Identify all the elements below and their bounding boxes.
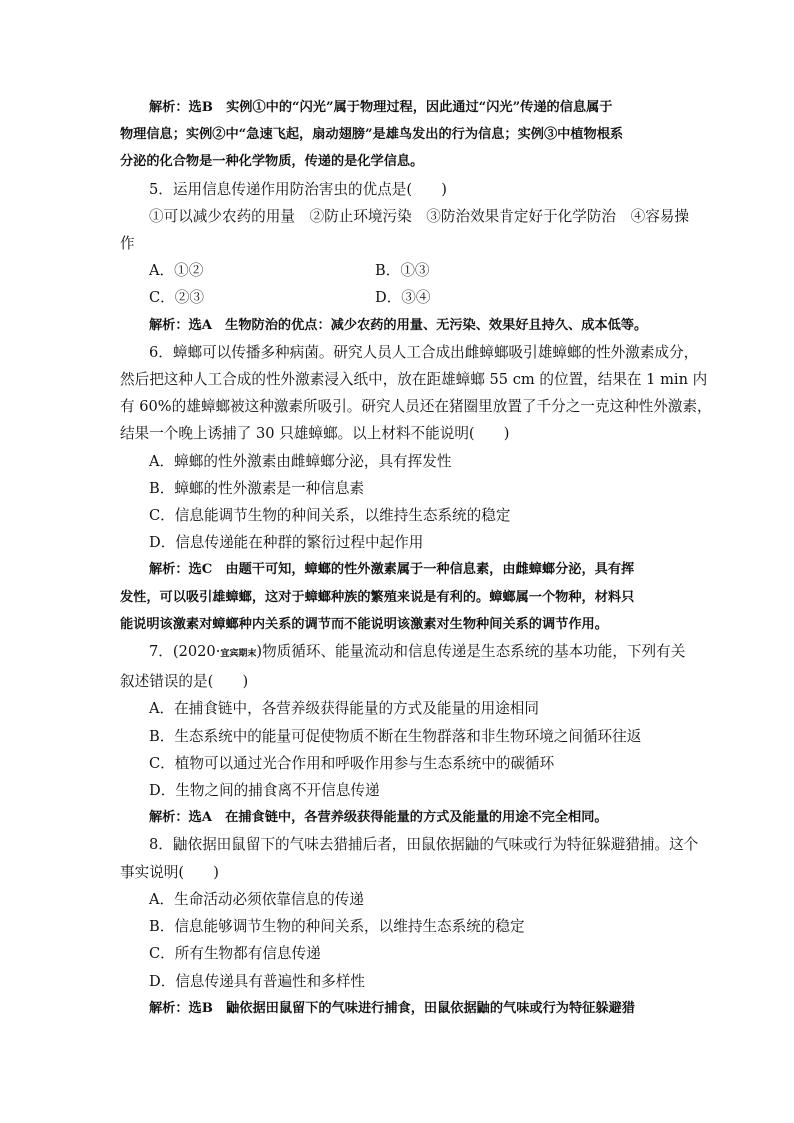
question-line-q8-D: D．信息传递具有普遍性和多样性: [149, 972, 366, 990]
question-line-q7-2: 叙述错误的是( ): [120, 673, 249, 691]
question-line-q8-A: A．生命活动必须依靠信息的传递: [149, 890, 364, 908]
q7-source: 宜宾期末: [220, 649, 257, 660]
block-q5-analysis-q6: [120, 312, 712, 638]
analysis-line-a6-1: 解析：选C 由题干可知，蟑螂的性外激素属于一种信息素，由雌蟑螂分泌，具有挥: [149, 562, 635, 578]
question-line-q7-A: A．在捕食链中，各营养级获得能量的方式及能量的用途相同: [149, 700, 539, 718]
question-line-q7-C: C．植物可以通过光合作用和呼吸作用参与生态系统中的碳循环: [149, 754, 555, 772]
question-line-q6-C: C．信息能调节生物的种间关系，以维持生态系统的稳定: [149, 507, 511, 525]
question-line-q6-1: 6．蟑螂可以传播多种病菌。研究人员人工合成出雌蟑螂吸引雄蟑螂的性外激素成分，: [149, 343, 699, 361]
analysis-line-a4-3: 分泌的化合物是一种化学物质，传递的是化学信息。: [120, 154, 424, 170]
q5-option-row: [120, 284, 680, 311]
question-line-q8-2: 事实说明( ): [120, 863, 219, 881]
question-line-q5-1: 5．运用信息传递作用防治害虫的优点是( ): [149, 180, 447, 198]
q7-number: 7．(2020·: [149, 643, 221, 661]
question-line-q6-4: 结果一个晚上诱捕了 30 只雄蟑螂。以上材料不能说明( ): [120, 425, 510, 443]
question-line-q6-B: B．蟑螂的性外激素是一种信息素: [149, 479, 365, 497]
q5-option-left: A．①②: [149, 262, 204, 280]
question-line-q8-B: B．信息能够调节生物的种间关系，以维持生态系统的稳定: [149, 918, 525, 936]
question-line-q6-2: 然后把这种人工合成的性外激素浸入纸中，放在距雄蟑螂 55 cm 的位置，结果在 1 min 内: [120, 371, 708, 389]
q5-option-row: [120, 257, 680, 284]
q7-stem-line-1: [120, 638, 686, 668]
block-q4-analysis-q5: [120, 94, 689, 257]
question-line-q6-3: 有 60%的雄蟑螂被这种激素所吸引。研究人员还在猪圈里放置了千分之一克这种性外激素，: [120, 398, 712, 416]
question-line-q8-1: 8．鼬依据田鼠留下的气味去猎捕后者，田鼠依据鼬的气味或行为特征躲避猎捕。这个: [149, 836, 699, 854]
analysis-line-a6-2: 发性，可以吸引雄蟑螂，这对于蟑螂种族的繁殖来说是有利的。蟑螂属一个物种，材料只: [120, 589, 635, 605]
analysis-line-a4-2: 物理信息；实例②中“急速飞起，扇动翅膀”是雄鸟发出的行为信息；实例③中植物根系: [120, 127, 624, 143]
analysis-line-a5-1: 解析：选A 生物防治的优点：减少农药的用量、无污染、效果好且持久、成本低等。: [149, 317, 648, 333]
q5-option-left: C．②③: [149, 289, 204, 307]
analysis-line-a6-3: 能说明该激素对蟑螂种内关系的调节而不能说明该激素对生物种间关系的调节作用。: [120, 616, 608, 632]
question-line-q8-C: C．所有生物都有信息传递: [149, 945, 321, 963]
question-line-q5-3: 作: [120, 235, 135, 253]
question-line-q5-2: ①可以减少农药的用量 ②防止环境污染 ③防治效果肯定好于化学防治 ④容易操: [149, 207, 689, 225]
question-line-q6-D: D．信息传递能在种群的繁衍过程中起作用: [149, 534, 424, 552]
question-line-q6-A: A．蟑螂的性外激素由雌蟑螂分泌，具有挥发性: [149, 452, 452, 470]
q7-stem-rest: )物质循环、能量流动和信息传递是生态系统的基本功能，下列有关: [256, 643, 686, 661]
question-line-q7-B: B．生态系统中的能量可促使物质不断在生物群落和非生物环境之间循环往返: [149, 727, 642, 745]
q5-options: [120, 257, 680, 311]
block-q7-q8: [120, 668, 699, 1022]
analysis-line-a8-1: 解析：选B 鼬依据田鼠留下的气味进行捕食，田鼠依据鼬的气味或行为特征躲避猎: [149, 1000, 635, 1016]
q5-option-right: B．①③: [375, 262, 430, 280]
q5-option-right: D．③④: [375, 289, 431, 307]
page-content: [120, 94, 712, 1022]
analysis-line-a7-1: 解析：选A 在捕食链中，各营养级获得能量的方式及能量的用途不完全相同。: [149, 810, 608, 826]
analysis-line-a4-1: 解析：选B 实例①中的“闪光”属于物理过程，因此通过“闪光”传递的信息属于: [149, 100, 613, 115]
question-line-q7-D: D．生物之间的捕食离不开信息传递: [149, 782, 380, 800]
